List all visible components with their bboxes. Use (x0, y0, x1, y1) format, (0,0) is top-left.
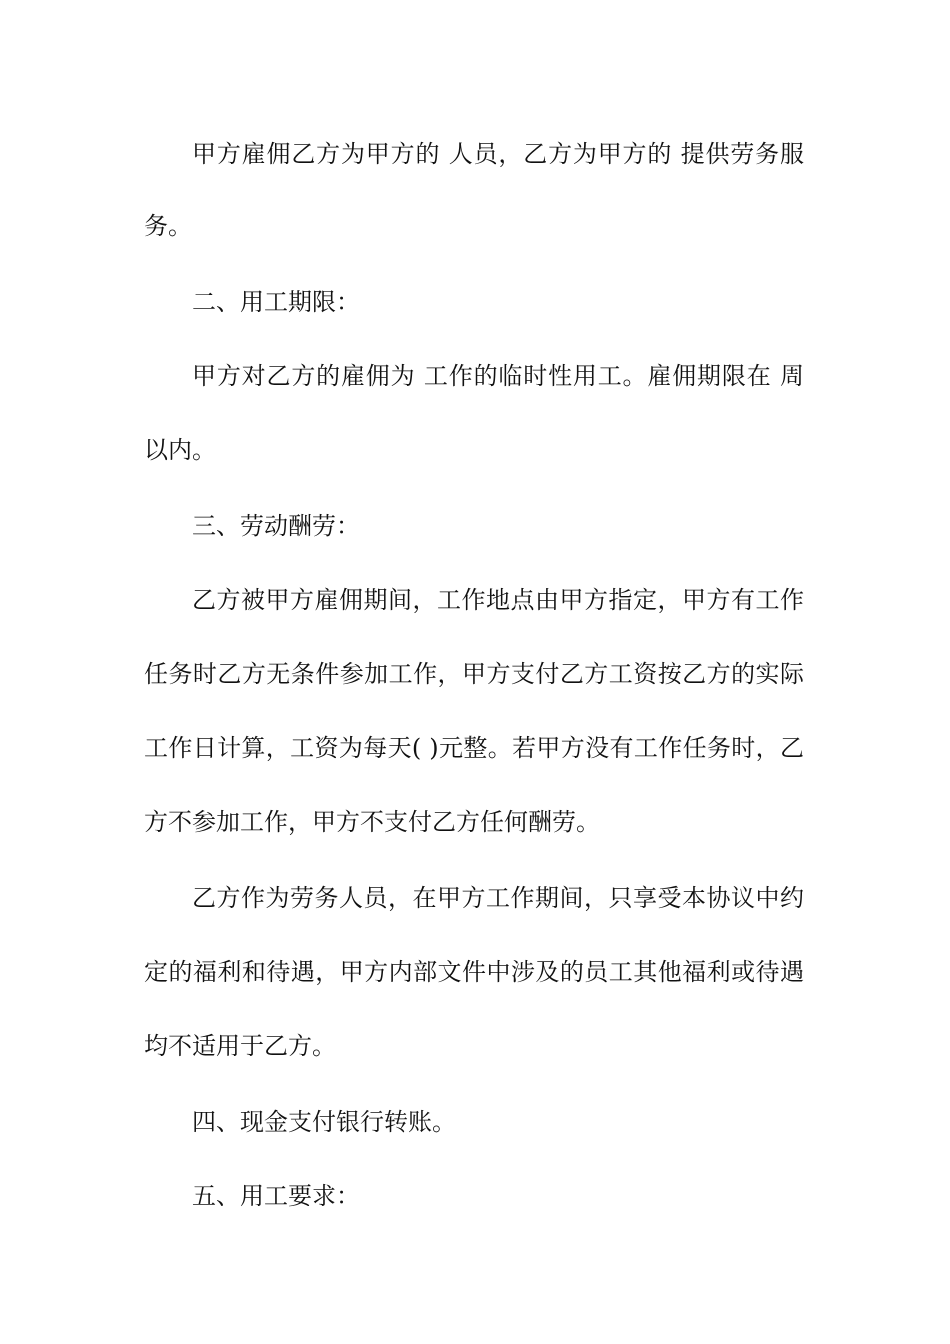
paragraph-2-line-2: 以内。 (144, 436, 216, 464)
section-heading-2: 二、用工期限： (192, 288, 360, 316)
section-heading-3: 三、劳动酬劳： (192, 512, 360, 540)
paragraph-1-line-1: 甲方雇佣乙方为甲方的 人员，乙方为甲方的 提供劳务服 (192, 140, 804, 168)
section-heading-4: 四、现金支付银行转账。 (192, 1108, 456, 1136)
paragraph-3-line-3: 工作日计算，工资为每天( )元整。若甲方没有工作任务时，乙 (144, 734, 804, 762)
paragraph-4-line-1: 乙方作为劳务人员，在甲方工作期间，只享受本协议中约 (192, 884, 804, 912)
paragraph-2-line-1: 甲方对乙方的雇佣为 工作的临时性用工。雇佣期限在 周 (192, 362, 804, 390)
paragraph-1-line-2: 务。 (144, 212, 192, 240)
paragraph-4-line-3: 均不适用于乙方。 (144, 1032, 336, 1060)
section-heading-5: 五、用工要求： (192, 1182, 360, 1210)
paragraph-3-line-4: 方不参加工作，甲方不支付乙方任何酬劳。 (144, 808, 600, 836)
paragraph-4-line-2: 定的福利和待遇，甲方内部文件中涉及的员工其他福利或待遇 (144, 958, 804, 986)
paragraph-3-line-1: 乙方被甲方雇佣期间，工作地点由甲方指定，甲方有工作 (192, 586, 804, 614)
paragraph-3-line-2: 任务时乙方无条件参加工作，甲方支付乙方工资按乙方的实际 (144, 660, 804, 688)
